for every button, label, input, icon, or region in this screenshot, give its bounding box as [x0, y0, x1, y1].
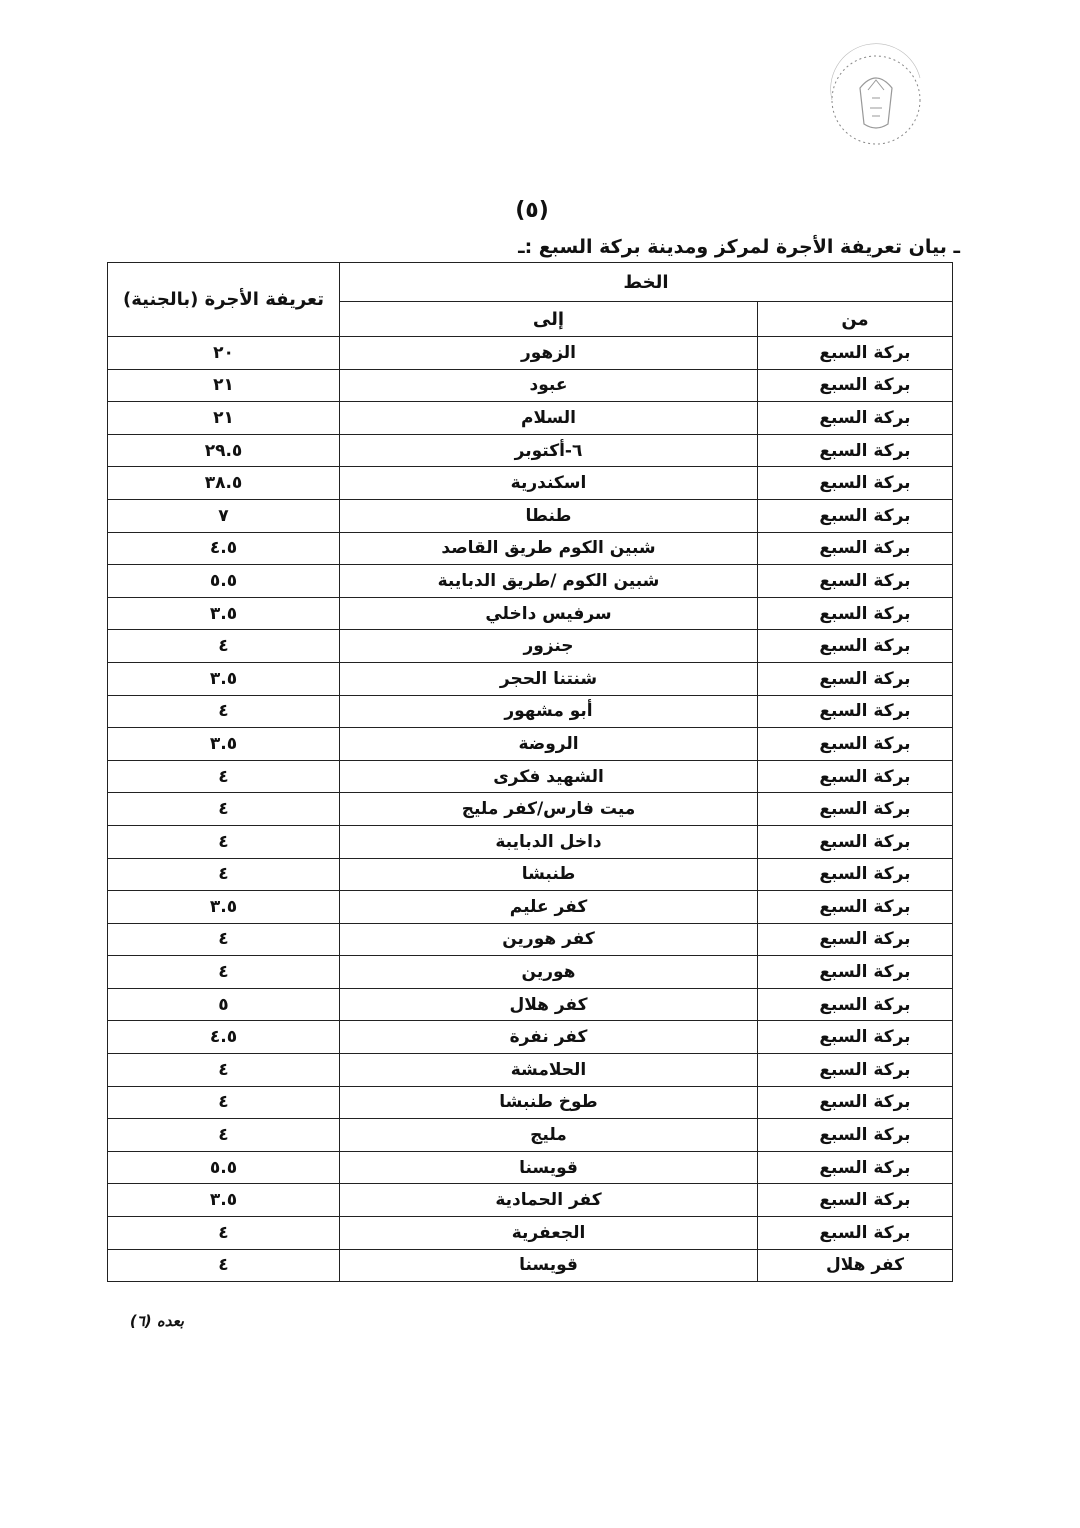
to-cell: كفر هلال: [340, 988, 758, 1021]
fare-cell: ٤: [108, 1054, 340, 1087]
fare-cell: ٢١: [108, 402, 340, 435]
table-row: [108, 565, 953, 598]
to-header: إلى: [340, 302, 758, 337]
table-row: [108, 1086, 953, 1119]
line-header: الخط: [340, 263, 953, 302]
from-cell: بركة السبع: [758, 760, 953, 793]
from-cell: بركة السبع: [758, 923, 953, 956]
fare-cell: ٢٠: [108, 337, 340, 370]
from-cell: بركة السبع: [758, 434, 953, 467]
fare-cell: ٥: [108, 988, 340, 1021]
from-cell: بركة السبع: [758, 402, 953, 435]
to-cell: طوخ طنبشا: [340, 1086, 758, 1119]
table-row: [108, 1151, 953, 1184]
from-cell: بركة السبع: [758, 499, 953, 532]
from-header: من: [758, 302, 953, 337]
table-row: [108, 1054, 953, 1087]
fare-cell: ٤: [108, 923, 340, 956]
table-row: [108, 858, 953, 891]
fare-cell: ٤: [108, 858, 340, 891]
to-cell: كفر عليم: [340, 891, 758, 924]
to-cell: السلام: [340, 402, 758, 435]
from-cell: بركة السبع: [758, 1151, 953, 1184]
table-row: [108, 728, 953, 761]
table-row: [108, 532, 953, 565]
to-cell: كفر الحمادية: [340, 1184, 758, 1217]
table-row: [108, 1119, 953, 1152]
table-row: [108, 760, 953, 793]
to-cell: جنزور: [340, 630, 758, 663]
table-row: [108, 956, 953, 989]
from-cell: بركة السبع: [758, 337, 953, 370]
table-row: [108, 825, 953, 858]
to-cell: الجعفرية: [340, 1217, 758, 1250]
to-cell: الروضة: [340, 728, 758, 761]
table-row: [108, 597, 953, 630]
from-cell: بركة السبع: [758, 793, 953, 826]
fare-cell: ٤.٥: [108, 1021, 340, 1054]
table-row: [108, 337, 953, 370]
table-row: [108, 891, 953, 924]
fare-cell: ٣.٥: [108, 597, 340, 630]
fare-cell: ٣.٥: [108, 1184, 340, 1217]
from-cell: بركة السبع: [758, 467, 953, 500]
from-cell: بركة السبع: [758, 695, 953, 728]
table-row: [108, 695, 953, 728]
from-cell: بركة السبع: [758, 565, 953, 598]
table-row: [108, 467, 953, 500]
from-cell: بركة السبع: [758, 1119, 953, 1152]
fare-cell: ٤: [108, 1217, 340, 1250]
from-cell: بركة السبع: [758, 956, 953, 989]
fare-cell: ٣.٥: [108, 891, 340, 924]
to-cell: الشهيد فكرى: [340, 760, 758, 793]
to-cell: ميت فارس/كفر مليج: [340, 793, 758, 826]
to-cell: هورين: [340, 956, 758, 989]
fare-cell: ٤: [108, 1086, 340, 1119]
to-cell: شبين الكوم طريق القاصد: [340, 532, 758, 565]
fare-cell: ٣.٥: [108, 728, 340, 761]
from-cell: بركة السبع: [758, 1217, 953, 1250]
table-row: [108, 1249, 953, 1282]
table-row: [108, 630, 953, 663]
to-cell: كفر نفرة: [340, 1021, 758, 1054]
to-cell: شبين الكوم /طريق الدبايبة: [340, 565, 758, 598]
table-row: [108, 923, 953, 956]
from-cell: بركة السبع: [758, 662, 953, 695]
to-cell: الحلامشة: [340, 1054, 758, 1087]
from-cell: بركة السبع: [758, 630, 953, 663]
from-cell: بركة السبع: [758, 825, 953, 858]
fare-table: [107, 262, 953, 1282]
table-row: [108, 1021, 953, 1054]
table-row: [108, 793, 953, 826]
to-cell: طنطا: [340, 499, 758, 532]
from-cell: بركة السبع: [758, 597, 953, 630]
to-cell: طنبشا: [340, 858, 758, 891]
fare-cell: ٤: [108, 695, 340, 728]
from-cell: بركة السبع: [758, 369, 953, 402]
from-cell: بركة السبع: [758, 1184, 953, 1217]
fare-cell: ٤.٥: [108, 532, 340, 565]
governorate-seal-icon: [808, 38, 948, 158]
page-number: (٥): [515, 198, 549, 223]
to-cell: اسكندرية: [340, 467, 758, 500]
table-row: [108, 988, 953, 1021]
fare-cell: ٤: [108, 1249, 340, 1282]
fare-cell: ٤: [108, 825, 340, 858]
fare-rows: [108, 337, 953, 1282]
from-cell: بركة السبع: [758, 1021, 953, 1054]
table-row: [108, 434, 953, 467]
to-cell: عبود: [340, 369, 758, 402]
fare-cell: ٤: [108, 956, 340, 989]
fare-cell: ٤: [108, 760, 340, 793]
to-cell: الزهور: [340, 337, 758, 370]
to-cell: سرفيس داخلي: [340, 597, 758, 630]
continued-note: بعده (٦): [129, 1312, 184, 1330]
table-row: [108, 369, 953, 402]
fare-cell: ٣.٥: [108, 662, 340, 695]
fare-cell: ٣٨.٥: [108, 467, 340, 500]
table-row: [108, 662, 953, 695]
table-row: [108, 402, 953, 435]
from-cell: بركة السبع: [758, 988, 953, 1021]
fare-cell: ٥.٥: [108, 565, 340, 598]
to-cell: داخل الدبايبة: [340, 825, 758, 858]
from-cell: كفر هلال: [758, 1249, 953, 1282]
fare-header: تعريفة الأجرة (بالجنية): [108, 263, 340, 337]
to-cell: كفر هورين: [340, 923, 758, 956]
to-cell: شنتنا الحجر: [340, 662, 758, 695]
from-cell: بركة السبع: [758, 858, 953, 891]
fare-cell: ٤: [108, 1119, 340, 1152]
from-cell: بركة السبع: [758, 1054, 953, 1087]
fare-cell: ٢٩.٥: [108, 434, 340, 467]
from-cell: بركة السبع: [758, 728, 953, 761]
from-cell: بركة السبع: [758, 891, 953, 924]
fare-cell: ٥.٥: [108, 1151, 340, 1184]
table-row: [108, 1184, 953, 1217]
page-title: ـ بيان تعريفة الأجرة لمركز ومدينة بركة السبع :ـ: [518, 236, 960, 258]
to-cell: قويسنا: [340, 1249, 758, 1282]
to-cell: أبو مشهور: [340, 695, 758, 728]
from-cell: بركة السبع: [758, 532, 953, 565]
fare-cell: ٧: [108, 499, 340, 532]
table-row: [108, 1217, 953, 1250]
to-cell: مليج: [340, 1119, 758, 1152]
table-row: [108, 499, 953, 532]
fare-cell: ٤: [108, 630, 340, 663]
to-cell: ٦-أكتوبر: [340, 434, 758, 467]
from-cell: بركة السبع: [758, 1086, 953, 1119]
fare-cell: ٤: [108, 793, 340, 826]
fare-cell: ٢١: [108, 369, 340, 402]
to-cell: قويسنا: [340, 1151, 758, 1184]
